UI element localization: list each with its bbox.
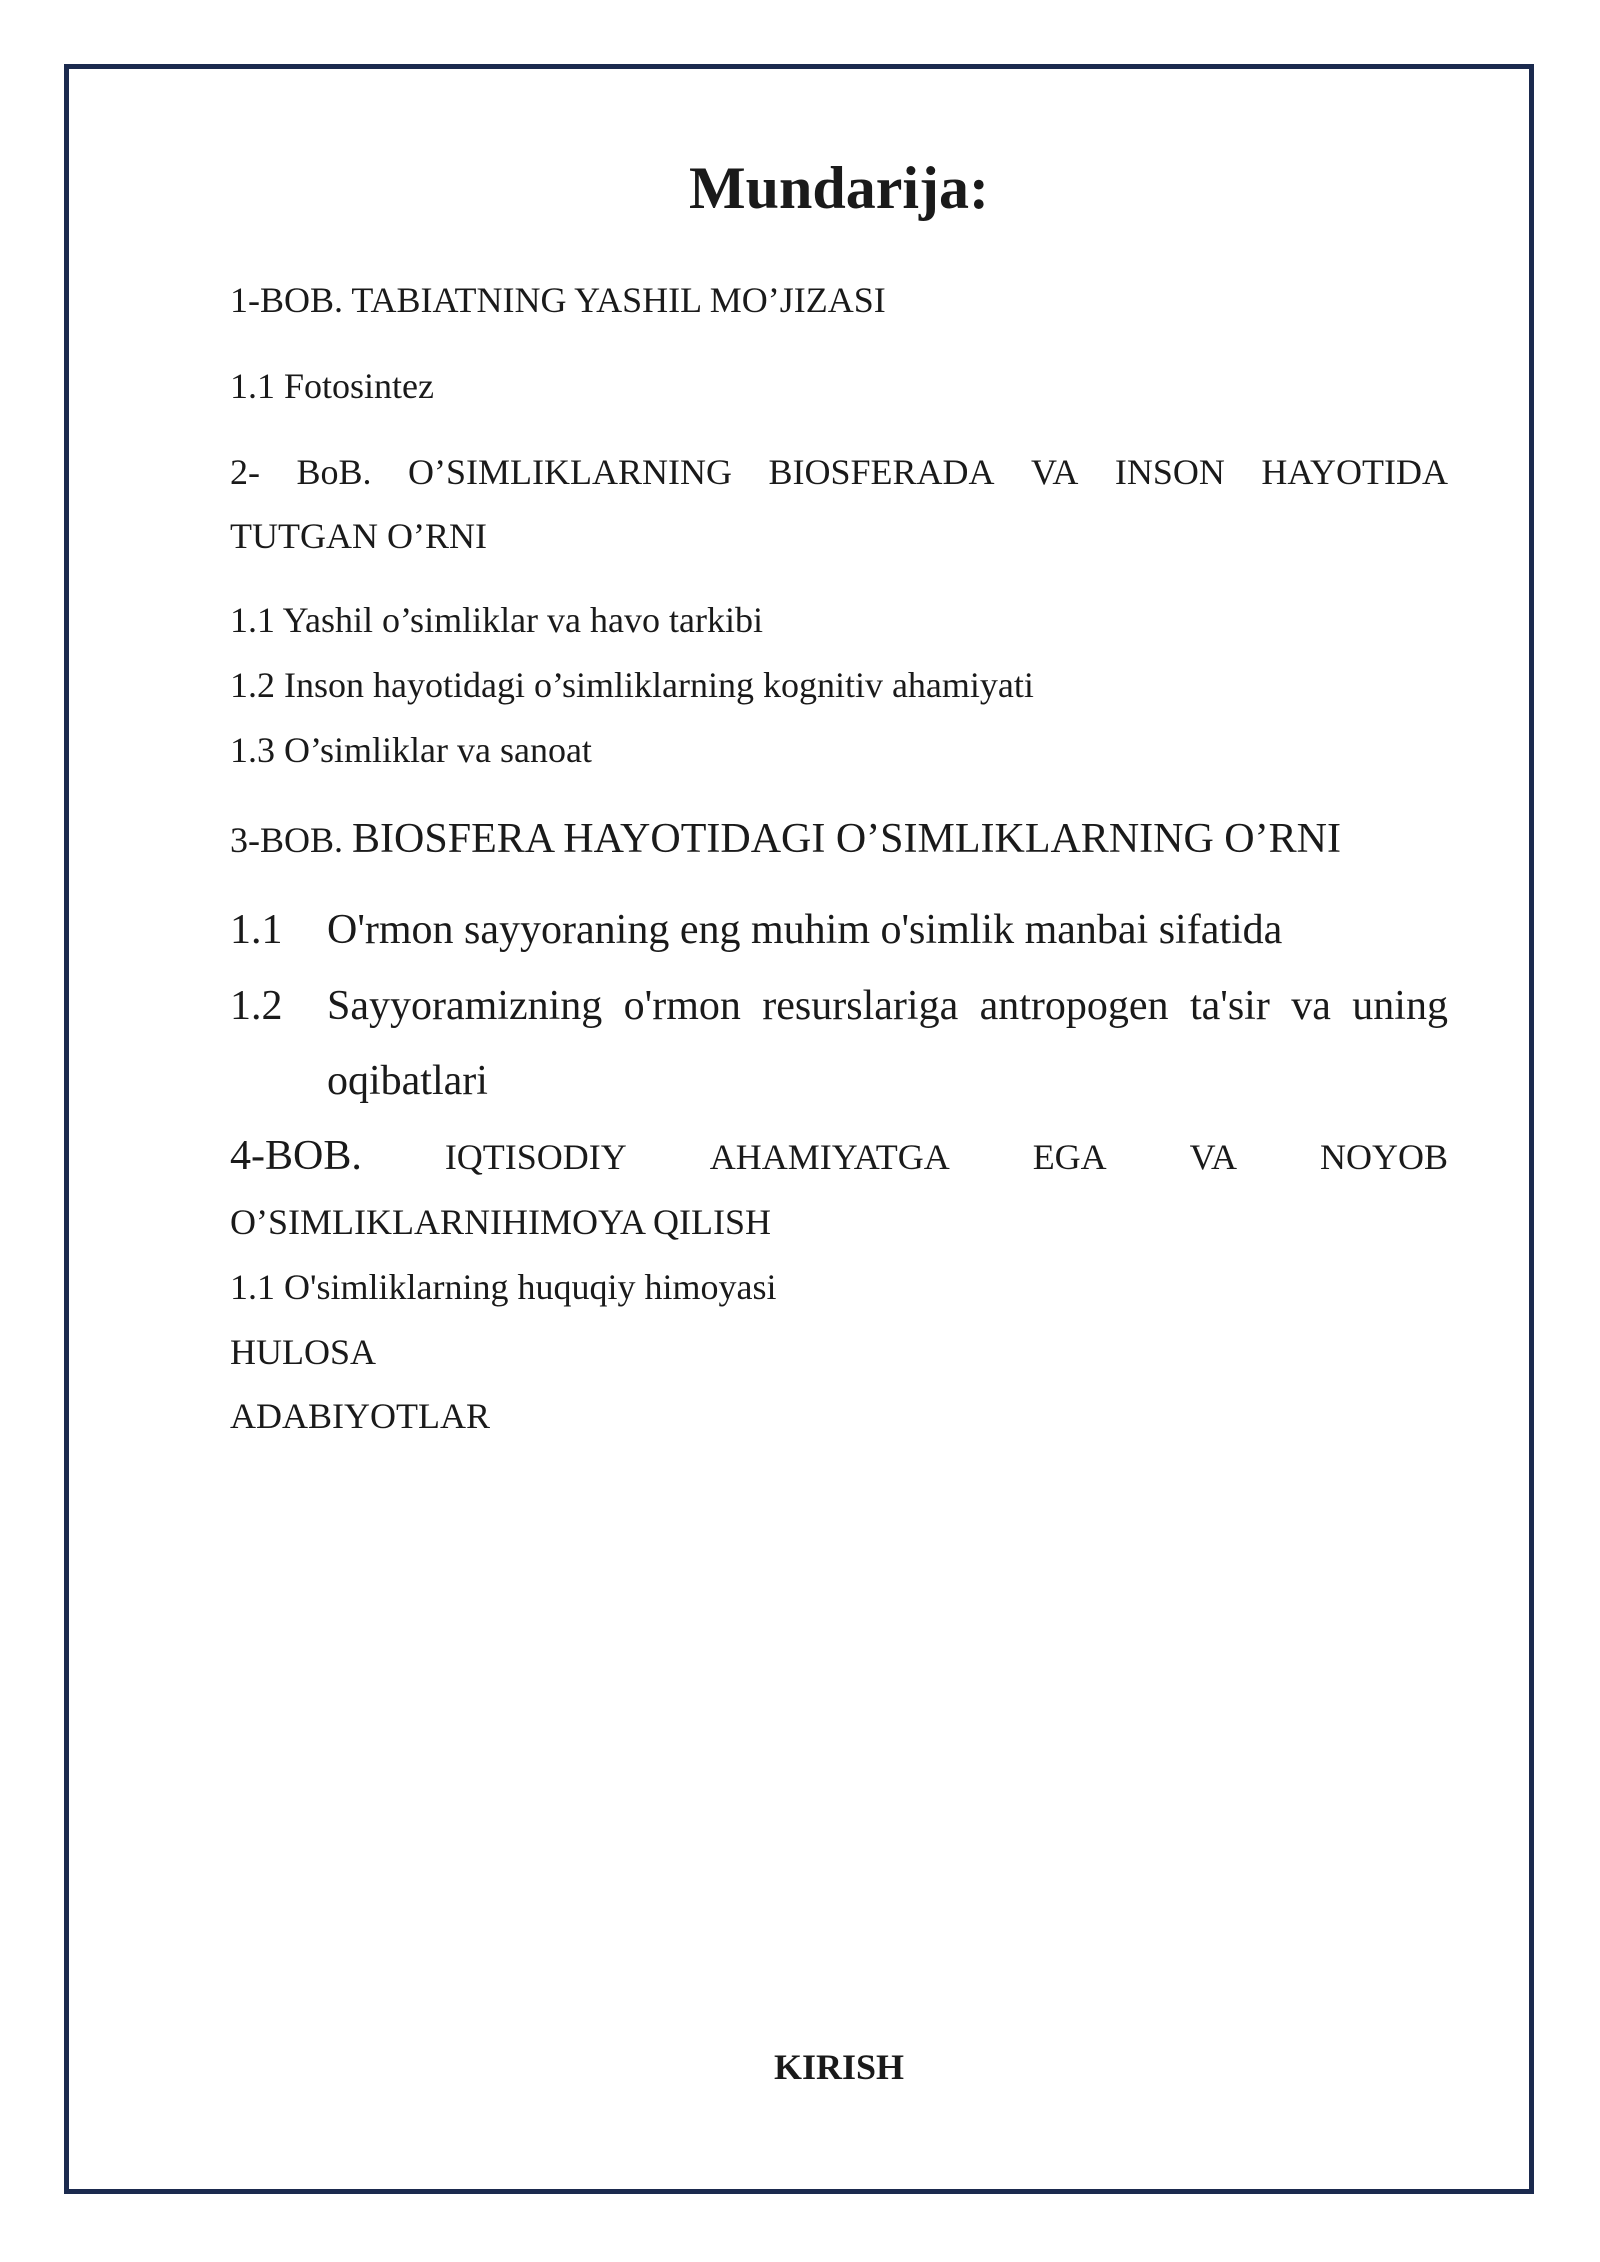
toc-section-3-1-text: O'rmon sayyoraning eng muhim o'simlik manbai sifatida xyxy=(327,907,1283,953)
toc-word: resurslariga xyxy=(762,983,959,1029)
toc-conclusion: HULOSA xyxy=(230,1332,377,1372)
toc-word: Sayyoramizning xyxy=(327,983,603,1029)
toc-word: O’SIMLIKLARNING xyxy=(408,452,732,492)
toc-references: ADABIYOTLAR xyxy=(230,1396,490,1436)
toc-word: NOYOB xyxy=(1319,1137,1448,1177)
toc-chapter-3-prefix: 3-BOB. xyxy=(230,820,344,860)
toc-word: antropogen xyxy=(979,983,1169,1029)
toc-word: 2- xyxy=(230,452,260,492)
toc-section-3-2-line-1 xyxy=(327,980,1448,1032)
toc-section-1-1: 1.1 Fotosintez xyxy=(230,366,434,406)
toc-chapter-2-line-2: TUTGAN O’RNI xyxy=(230,516,487,556)
toc-chapter-4-line-1 xyxy=(230,1130,1448,1182)
toc-word: uning xyxy=(1352,983,1448,1029)
toc-section-3-1-number: 1.1 xyxy=(230,907,283,953)
toc-word: VA xyxy=(1030,452,1079,492)
toc-word: VA xyxy=(1189,1137,1237,1177)
toc-word: va xyxy=(1291,983,1331,1029)
toc-chapter-4-line-2: O’SIMLIKLARNIHIMOYA QILISH xyxy=(230,1202,771,1242)
toc-word: AHAMIYATGA xyxy=(709,1137,950,1177)
toc-chapter-1: 1-BOB. TABIATNING YASHIL MO’JIZASI xyxy=(230,280,886,320)
section-heading-kirish: KIRISH xyxy=(773,2047,905,2087)
toc-section-3-2-line-2: oqibatlari xyxy=(327,1058,488,1104)
toc-section-3-2-number: 1.2 xyxy=(230,983,283,1029)
toc-chapter-3 xyxy=(230,813,1341,865)
toc-chapter-3-title: BIOSFERA HAYOTIDAGI O’SIMLIKLARNING O’RNI xyxy=(352,816,1341,862)
toc-word: ta'sir xyxy=(1189,983,1270,1029)
toc-section-4-1: 1.1 O'simliklarning huquqiy himoyasi xyxy=(230,1267,777,1307)
toc-word: EGA xyxy=(1032,1137,1107,1177)
toc-section-2-1: 1.1 Yashil o’simliklar va havo tarkibi xyxy=(230,600,763,640)
toc-word: BoB. xyxy=(296,452,372,492)
toc-word: HAYOTIDA xyxy=(1261,452,1448,492)
toc-section-2-3: 1.3 O’simliklar va sanoat xyxy=(230,730,592,770)
toc-section-2-2: 1.2 Inson hayotidagi o’simliklarning kognitiv ahamiyati xyxy=(230,665,1034,705)
page-title: Mundarija: xyxy=(689,155,989,221)
toc-chapter-4-prefix: 4-BOB. xyxy=(230,1133,362,1179)
toc-word: o'rmon xyxy=(623,983,741,1029)
toc-word: IQTISODIY xyxy=(444,1137,627,1177)
toc-word: INSON xyxy=(1114,452,1225,492)
toc-word: BIOSFERADA xyxy=(768,452,995,492)
toc-chapter-2-line-1 xyxy=(230,450,1448,494)
